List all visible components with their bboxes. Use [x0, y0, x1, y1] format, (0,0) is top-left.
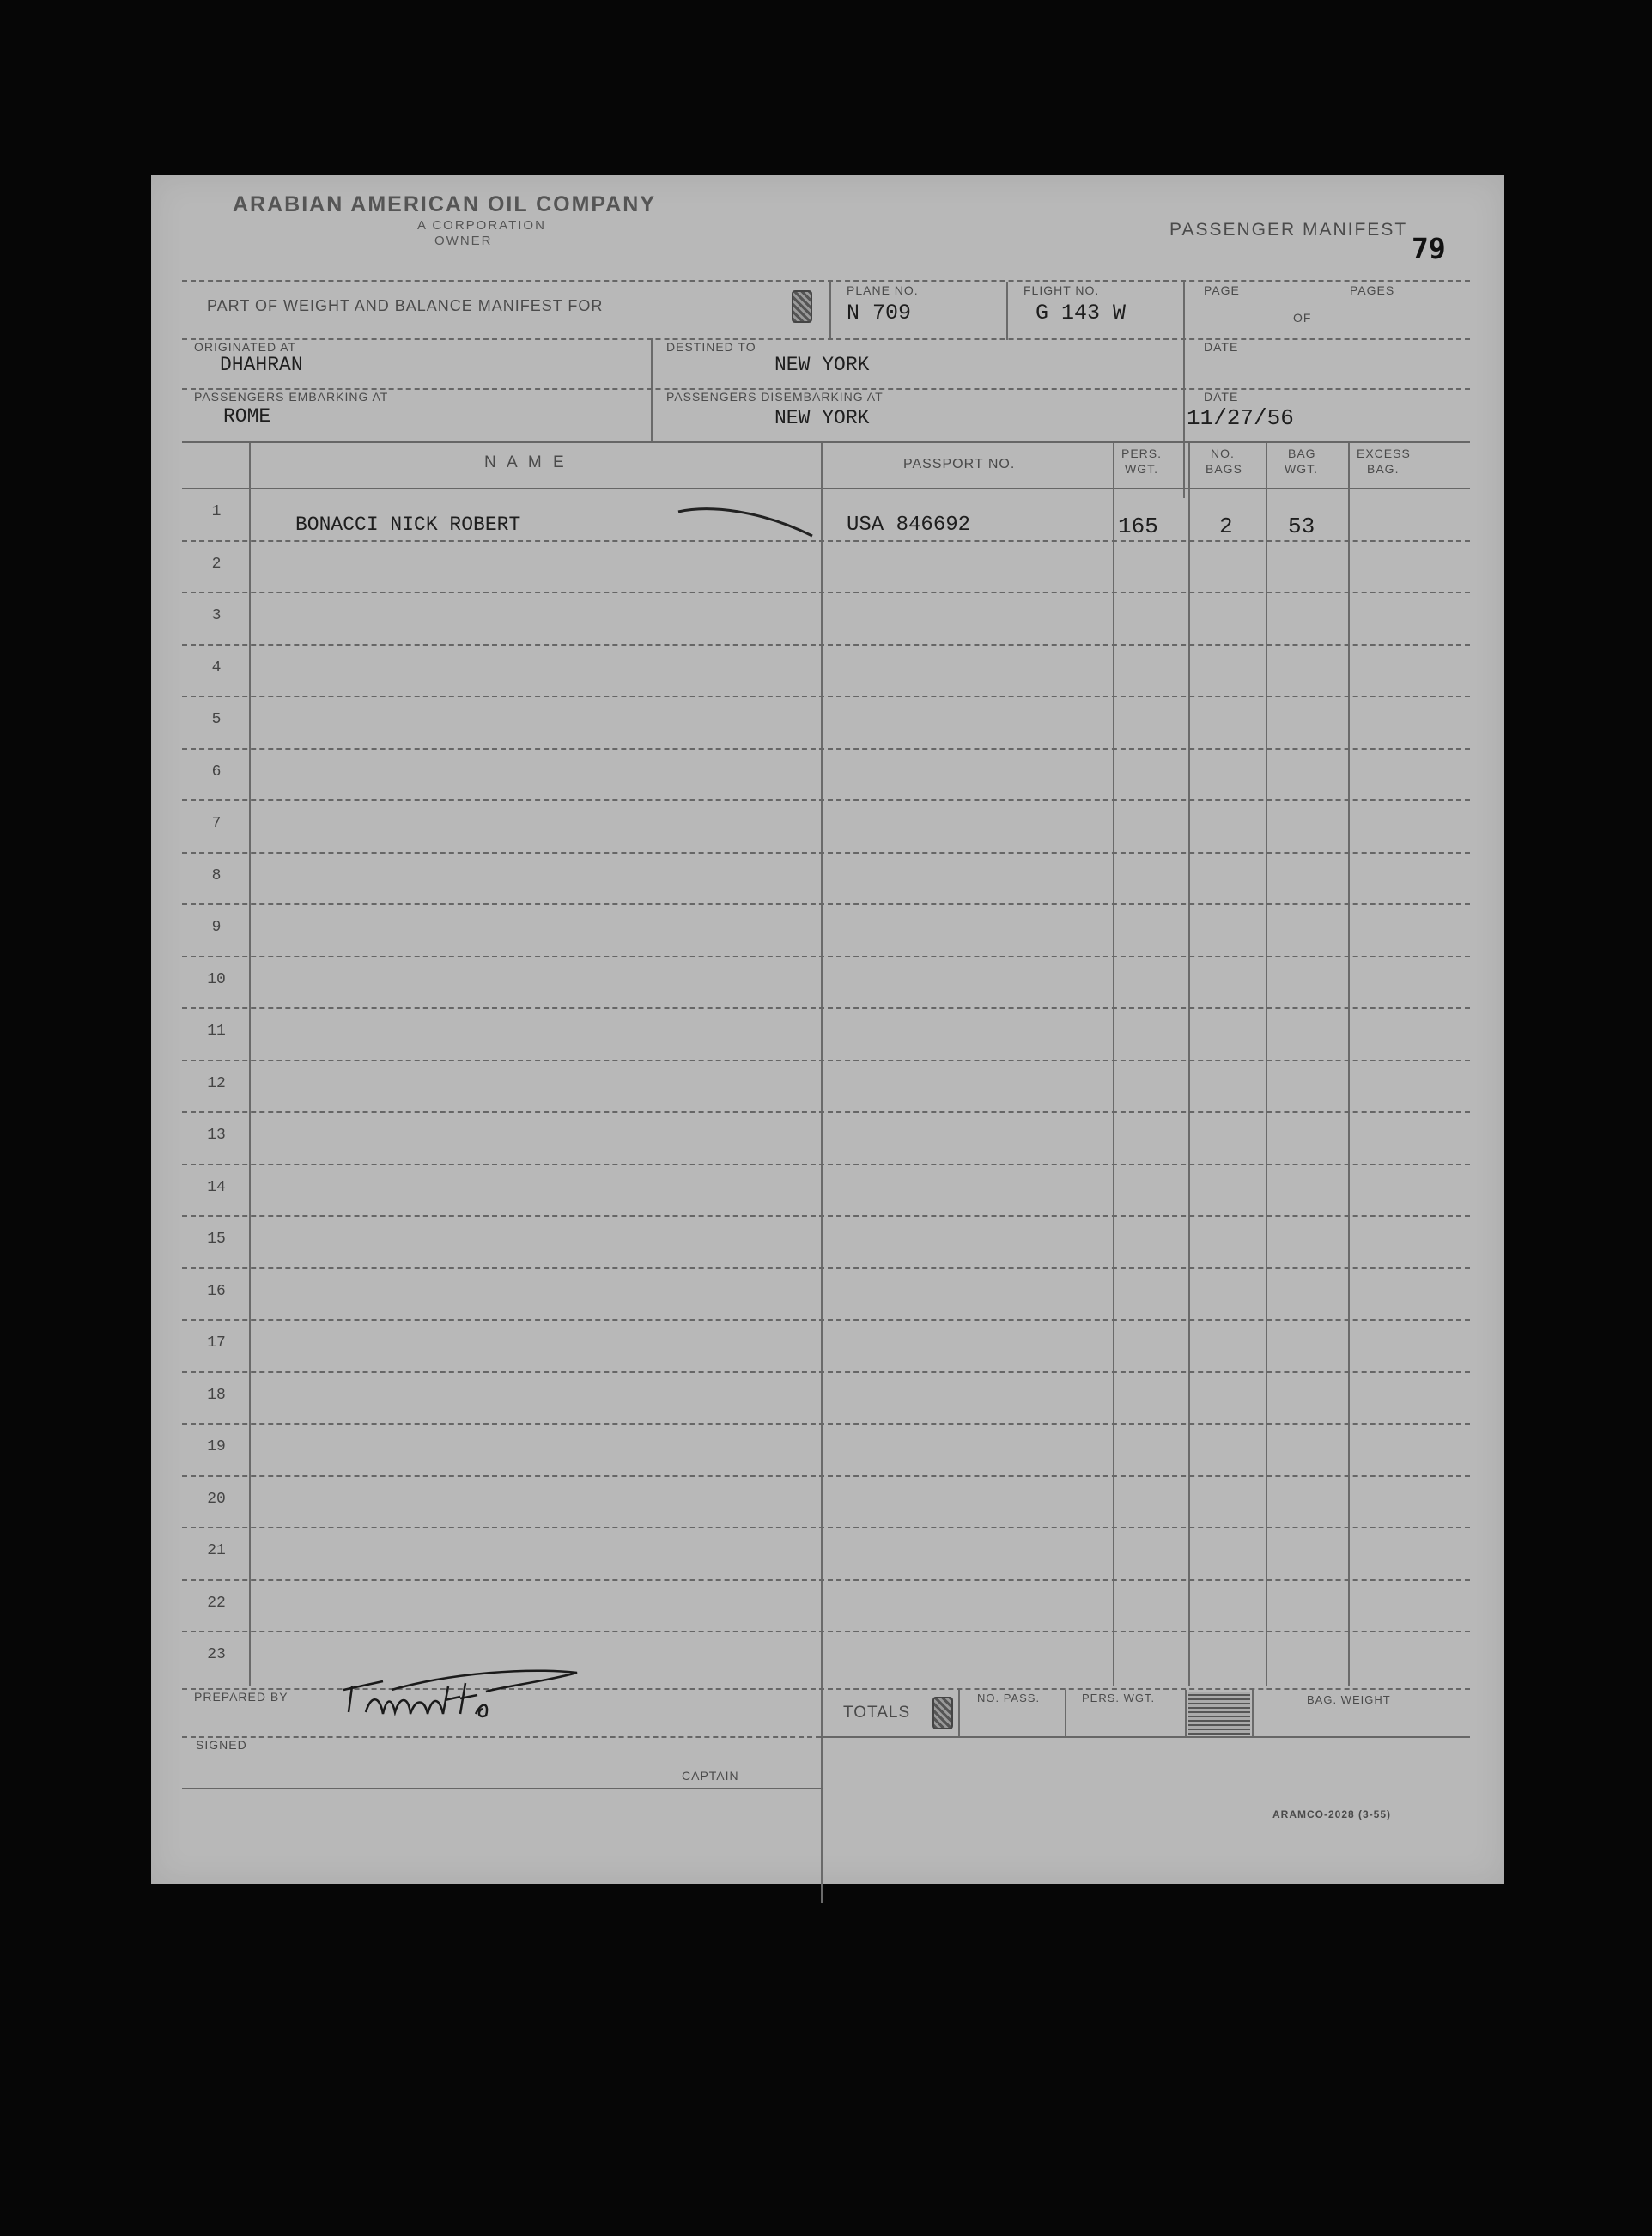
row-divider	[182, 644, 1470, 646]
row-number: 3	[211, 607, 222, 624]
col-passport: PASSPORT NO.	[903, 457, 1016, 471]
part-of-label: PART OF WEIGHT AND BALANCE MANIFEST FOR	[207, 297, 604, 314]
row-divider	[182, 1111, 1470, 1113]
row-number: 2	[211, 555, 222, 573]
row-divider	[182, 1579, 1470, 1581]
no-pass-label: NO. PASS.	[977, 1692, 1041, 1704]
row-divider	[182, 1267, 1470, 1269]
bag-weight-total-label: BAG. WEIGHT	[1307, 1693, 1391, 1706]
destined-label: DESTINED TO	[666, 340, 756, 354]
row-divider	[182, 540, 1470, 542]
row-divider	[182, 799, 1470, 801]
col-no-bags-1: NO.	[1211, 447, 1235, 460]
arrow-right-icon	[792, 290, 812, 323]
plane-label: PLANE NO.	[847, 283, 919, 297]
top-rule	[182, 280, 1470, 282]
row-divider	[182, 1215, 1470, 1217]
col-excess-1: EXCESS	[1357, 447, 1411, 460]
row-number: 12	[207, 1074, 226, 1092]
totals-arrow-icon	[932, 1697, 953, 1729]
row-divider	[182, 696, 1470, 697]
pers-wgt-total-label: PERS. WGT.	[1082, 1692, 1156, 1704]
of-label: OF	[1293, 311, 1312, 325]
destined-value: NEW YORK	[774, 354, 870, 376]
row-number: 22	[207, 1594, 226, 1612]
row-divider	[182, 1631, 1470, 1632]
company-name: ARABIAN AMERICAN OIL COMPANY	[233, 192, 657, 216]
row-divider	[182, 852, 1470, 854]
date2-label: DATE	[1204, 390, 1239, 404]
row-number: 14	[207, 1178, 226, 1196]
row-divider	[182, 1060, 1470, 1061]
row-number: 4	[211, 659, 222, 677]
row-number: 7	[211, 815, 222, 832]
row-divider	[182, 592, 1470, 593]
row-number: 16	[207, 1282, 226, 1300]
row-number: 9	[211, 919, 222, 936]
hatched-box	[1188, 1692, 1250, 1735]
embark-value: ROME	[223, 405, 271, 428]
handwritten-mark	[675, 501, 821, 544]
row-number: 11	[207, 1023, 226, 1040]
col-pers-wgt-2: WGT.	[1125, 462, 1158, 476]
row-divider	[182, 1371, 1470, 1373]
row-divider	[182, 956, 1470, 957]
col-no-bags-2: BAGS	[1206, 462, 1242, 476]
manifest-sheet	[151, 175, 1504, 1884]
row-number: 6	[211, 763, 222, 781]
row-number: 18	[207, 1386, 226, 1404]
row-divider	[182, 748, 1470, 750]
originated-value: DHAHRAN	[220, 354, 303, 376]
plane-value: N 709	[847, 301, 912, 325]
row-divider	[182, 1423, 1470, 1425]
owner-label: OWNER	[434, 234, 493, 248]
col-excess-2: BAG.	[1367, 462, 1400, 476]
date2-value: 11/27/56	[1187, 405, 1294, 431]
row-number: 21	[207, 1542, 226, 1559]
row-number: 8	[211, 866, 222, 884]
row-number: 10	[207, 970, 226, 988]
pages-label: PAGES	[1350, 283, 1395, 297]
row1-name: BONACCI NICK ROBERT	[295, 513, 521, 536]
page-label: PAGE	[1204, 283, 1240, 297]
row1-pers-wgt: 165	[1118, 513, 1158, 539]
row-number: 13	[207, 1127, 226, 1144]
form-code: ARAMCO-2028 (3-55)	[1272, 1808, 1392, 1820]
row-number: 5	[211, 711, 222, 728]
row1-bag-wgt: 53	[1288, 513, 1315, 539]
row-divider	[182, 1319, 1470, 1321]
disembark-label: PASSENGERS DISEMBARKING AT	[666, 390, 884, 404]
row-number: 23	[207, 1646, 226, 1663]
flight-label: FLIGHT NO.	[1023, 283, 1100, 297]
embark-label: PASSENGERS EMBARKING AT	[194, 390, 389, 404]
originated-label: ORIGINATED AT	[194, 340, 297, 354]
col-bag-wgt-1: BAG	[1288, 447, 1316, 460]
col-pers-wgt-1: PERS.	[1121, 447, 1163, 460]
row-divider	[182, 1164, 1470, 1165]
row-number: 20	[207, 1490, 226, 1508]
row-number: 15	[207, 1230, 226, 1248]
row-divider	[182, 1527, 1470, 1528]
row-number: 19	[207, 1438, 226, 1455]
disembark-value: NEW YORK	[774, 407, 870, 429]
signed-label: SIGNED	[196, 1738, 247, 1752]
row-number: 1	[211, 503, 222, 520]
row-divider	[182, 1007, 1470, 1009]
corporation-label: A CORPORATION	[417, 218, 546, 233]
col-name: N A M E	[484, 453, 568, 471]
page-number: 79	[1412, 232, 1446, 265]
date-label: DATE	[1204, 340, 1239, 354]
captain-label: CAPTAIN	[682, 1769, 739, 1783]
form-title: PASSENGER MANIFEST	[1169, 220, 1408, 240]
row1-passport: USA 846692	[847, 513, 971, 537]
signature-image	[331, 1661, 580, 1738]
prepared-by-label: PREPARED BY	[194, 1690, 288, 1704]
row1-bags: 2	[1219, 513, 1233, 539]
col-bag-wgt-2: WGT.	[1285, 462, 1318, 476]
totals-label: TOTALS	[843, 1704, 911, 1722]
row-divider	[182, 903, 1470, 905]
flight-value: G 143 W	[1036, 301, 1127, 325]
row-number: 17	[207, 1334, 226, 1352]
row-divider	[182, 1475, 1470, 1477]
